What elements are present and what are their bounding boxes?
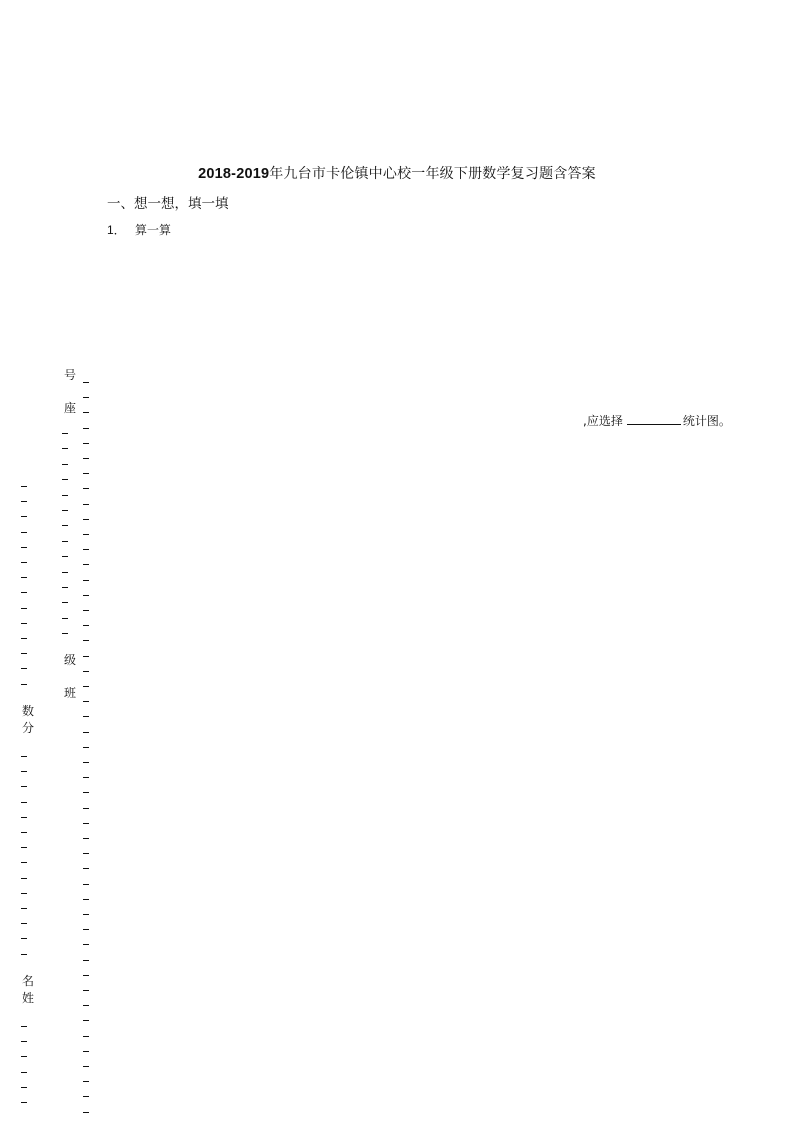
margin-dash <box>83 488 89 489</box>
section-heading: 一、想一想，填一填 <box>107 196 229 212</box>
seat-label-char-2: 座 <box>63 401 76 415</box>
margin-dash <box>62 479 68 480</box>
title-text: 年九台市卡伦镇中心校一年级下册数学复习题含答案 <box>269 166 596 182</box>
margin-dash <box>21 908 27 909</box>
margin-dash <box>21 1072 27 1073</box>
margin-dash <box>83 519 89 520</box>
margin-dash <box>62 587 68 588</box>
margin-dash <box>21 832 27 833</box>
margin-dash <box>83 838 89 839</box>
margin-dash <box>21 893 27 894</box>
margin-dash <box>83 884 89 885</box>
margin-dash <box>83 1096 89 1097</box>
score-label-char-2: 分 <box>21 721 34 735</box>
margin-dash <box>62 448 68 449</box>
question-number: 1． <box>107 223 126 237</box>
margin-dash <box>21 668 27 669</box>
margin-dash <box>83 443 89 444</box>
margin-dash <box>83 564 89 565</box>
margin-dash <box>21 771 27 772</box>
margin-dash <box>83 1112 89 1113</box>
margin-dash <box>83 412 89 413</box>
margin-dash <box>83 716 89 717</box>
fill-prefix: ,应选择 <box>583 414 623 428</box>
margin-dash <box>83 868 89 869</box>
margin-dash <box>83 732 89 733</box>
margin-dash <box>83 747 89 748</box>
margin-dash <box>83 1081 89 1082</box>
margin-dash <box>21 878 27 879</box>
class-label-char-1: 级 <box>63 653 76 667</box>
margin-dash <box>21 653 27 654</box>
margin-dash <box>83 762 89 763</box>
name-label-char-2: 姓 <box>21 991 34 1005</box>
margin-dash <box>83 792 89 793</box>
margin-dash <box>83 595 89 596</box>
margin-dash <box>62 510 68 511</box>
margin-dash <box>21 501 27 502</box>
margin-dash <box>83 777 89 778</box>
margin-dash <box>21 756 27 757</box>
margin-dash <box>21 684 27 685</box>
margin-dash <box>21 1041 27 1042</box>
question-1 <box>107 221 171 238</box>
margin-dash <box>21 817 27 818</box>
margin-dash <box>21 786 27 787</box>
margin-dash <box>62 556 68 557</box>
margin-dash <box>21 562 27 563</box>
margin-dash <box>83 534 89 535</box>
margin-dash <box>83 853 89 854</box>
margin-dash <box>83 929 89 930</box>
margin-dash <box>83 580 89 581</box>
margin-dash <box>62 525 68 526</box>
margin-dash <box>83 1005 89 1006</box>
margin-dash <box>21 1056 27 1057</box>
margin-dash <box>83 975 89 976</box>
margin-dash <box>83 625 89 626</box>
margin-dash <box>83 397 89 398</box>
margin-dash <box>62 495 68 496</box>
margin-dash <box>83 1051 89 1052</box>
margin-dash <box>21 638 27 639</box>
margin-dash <box>83 473 89 474</box>
name-label-char-1: 名 <box>21 974 34 988</box>
margin-dash <box>21 802 27 803</box>
margin-dash <box>83 686 89 687</box>
margin-dash <box>83 1036 89 1037</box>
seat-label-char-1: 号 <box>63 368 76 382</box>
title-year: 2018-2019 <box>198 166 270 182</box>
margin-dash <box>83 808 89 809</box>
margin-dash <box>83 504 89 505</box>
margin-dash <box>83 960 89 961</box>
fill-in-line <box>583 412 731 429</box>
margin-dash <box>21 954 27 955</box>
margin-dash <box>83 1066 89 1067</box>
margin-dash <box>62 541 68 542</box>
margin-dash <box>21 623 27 624</box>
question-text: 算一算 <box>135 223 172 237</box>
margin-dash <box>21 532 27 533</box>
margin-dash <box>62 633 68 634</box>
margin-dash <box>83 458 89 459</box>
margin-dash <box>21 938 27 939</box>
margin-dash <box>83 640 89 641</box>
margin-dash <box>21 577 27 578</box>
margin-dash <box>21 592 27 593</box>
margin-dash <box>21 608 27 609</box>
margin-dash <box>83 701 89 702</box>
margin-dash <box>21 862 27 863</box>
margin-dash <box>62 464 68 465</box>
document-title <box>0 163 794 183</box>
margin-dash <box>21 1087 27 1088</box>
margin-dash <box>62 433 68 434</box>
margin-dash <box>21 486 27 487</box>
margin-dash <box>21 516 27 517</box>
margin-dash <box>83 899 89 900</box>
margin-dash <box>83 656 89 657</box>
class-label-char-2: 班 <box>63 686 76 700</box>
margin-dash <box>21 847 27 848</box>
fill-suffix: 统计图。 <box>682 414 731 428</box>
margin-dash <box>21 923 27 924</box>
margin-dash <box>83 382 89 383</box>
margin-dash <box>83 944 89 945</box>
margin-dash <box>83 610 89 611</box>
margin-dash <box>62 618 68 619</box>
margin-dash <box>62 602 68 603</box>
margin-dash <box>83 914 89 915</box>
margin-dash <box>21 547 27 548</box>
margin-dash <box>21 1102 27 1103</box>
margin-dash <box>83 549 89 550</box>
answer-blank <box>627 414 681 425</box>
score-label-char-1: 数 <box>21 704 34 718</box>
margin-dash <box>83 1020 89 1021</box>
margin-dash <box>83 990 89 991</box>
margin-dash <box>83 671 89 672</box>
margin-dash <box>83 823 89 824</box>
margin-dash <box>62 572 68 573</box>
margin-dash <box>83 428 89 429</box>
margin-dash <box>21 1026 27 1027</box>
